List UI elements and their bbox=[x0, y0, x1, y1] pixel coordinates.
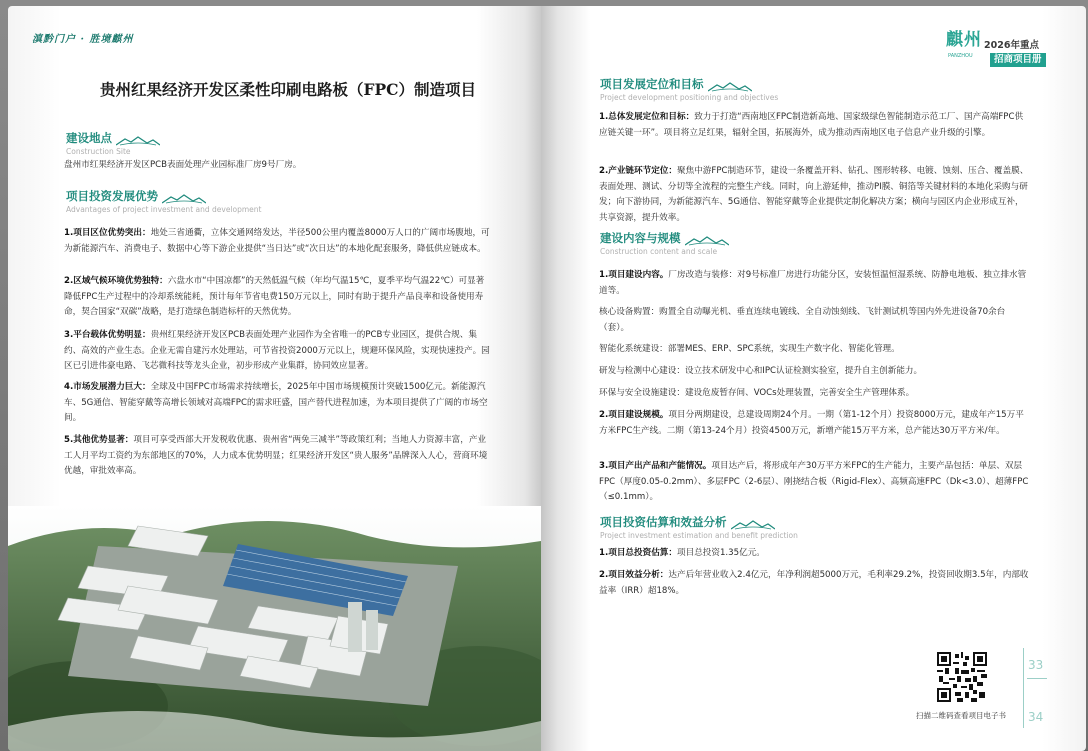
advantage-item-1 bbox=[64, 226, 490, 257]
item-label: 5.其他优势显著： bbox=[64, 435, 134, 445]
page-number-divider bbox=[1027, 678, 1047, 679]
item-text: 核心设备购置：购置全自动曝光机、垂直连续电镀线、全自动蚀刻线、飞针测试机等国内外先进设备70余台（套）。 bbox=[599, 307, 1006, 333]
section-positioning-heading bbox=[600, 76, 778, 102]
advantage-item-2 bbox=[64, 274, 490, 321]
item-text: 项目达产后，将形成年产30万平方米FPC的生产能力，主要产品包括：单层、双层FPC（厚度0.05-0.2mm）、多层FPC（2-6层）、刚挠结合板（Rigid-Flex）、高频高速FPC（Dk<3.0）、超薄FPC（≤0.1mm）。 bbox=[599, 461, 1029, 502]
section-heading-text: 项目发展定位和目标 bbox=[600, 77, 704, 91]
section-heading-text: 建设地点 bbox=[66, 131, 112, 145]
section-subheading: Project development positioning and objectives bbox=[600, 93, 779, 102]
logo-year: 2026年重点 bbox=[984, 40, 1039, 51]
mountain-icon bbox=[685, 236, 729, 246]
industrial-park-photo bbox=[8, 506, 541, 751]
left-page bbox=[8, 6, 541, 751]
item-text: 贵州红果经济开发区PCB表面处理产业园作为全省唯一的PCB专业园区，提供合规、集约、高效的产业生态。企业无需自建污水处理站，可节省投资2000万元以上，规避环保风险，实现快速投产。园区已引进伟豪电路、飞芯微科技等龙头企业，初步形成产业集群，协同效应显著。 bbox=[64, 330, 490, 371]
item-text: 达产后年营业收入2.4亿元，年净利润超5000万元，毛利率29.2%，投资回收期3.5年，内部收益率（IRR）超18%。 bbox=[599, 570, 1029, 596]
item-text: 环保与安全设施建设：建设危废暂存间、VOCs处理装置，完善安全生产管理体系。 bbox=[599, 388, 915, 398]
page-number-rule bbox=[1023, 648, 1024, 728]
mountain-icon bbox=[162, 194, 206, 204]
item-label: 1.项目总投资估算： bbox=[599, 548, 677, 558]
page-title: 贵州红果经济开发区柔性印刷电路板（FPC）制造项目 bbox=[100, 80, 476, 99]
item-label: 4.市场发展潜力巨大： bbox=[64, 382, 151, 392]
item-text: 六盘水市“中国凉都”的天然低温气候（年均气温15℃，夏季平均气温22℃）可显著降低FPC生产过程中的冷却系统能耗，预计每年节省电费150万元以上，同时有助于提升产品良率和设备使用寿命，契合国家“双碳”战略，是打造绿色制造标杆的天然优势。 bbox=[64, 276, 485, 317]
item-label: 2.产业链环节定位： bbox=[599, 166, 677, 176]
mountain-icon bbox=[708, 82, 752, 92]
content-item-3 bbox=[599, 342, 1029, 358]
item-label: 3.平台载体优势明显： bbox=[64, 330, 151, 340]
section-heading-text: 项目投资发展优势 bbox=[66, 189, 158, 203]
section-subheading: Project investment estimation and benefit prediction bbox=[600, 531, 798, 540]
item-label: 3.项目产出产品和产能情况。 bbox=[599, 461, 712, 471]
item-label: 2.项目效益分析： bbox=[599, 570, 669, 580]
content-item-6 bbox=[599, 408, 1029, 439]
item-text: 项目分两期建设，总建设周期24个月。一期（第1-12个月）投资8000万元，建成年产15万平方米FPC生产线。二期（第13-24个月）投资4500万元，新增产能15万平方米，总产能达30万平方米/年。 bbox=[599, 410, 1024, 436]
section-content-heading bbox=[600, 230, 729, 256]
positioning-item-1 bbox=[599, 110, 1029, 141]
section-subheading: Construction Site bbox=[66, 147, 131, 156]
item-text: 致力于打造“西南地区FPC制造新高地、国家级绿色智能制造示范工厂、国产高端FPC供应链关键一环”。项目将立足红果，辐射全国，拓展海外，成为推动西南地区电子信息产业升级的引擎。 bbox=[599, 112, 1024, 138]
logo-small-text: PANZHOU bbox=[948, 53, 973, 59]
section-heading-text: 项目投资估算和效益分析 bbox=[600, 515, 727, 529]
positioning-item-2 bbox=[599, 164, 1029, 226]
advantage-item-4 bbox=[64, 380, 490, 427]
logo-book-title: 招商项目册 bbox=[990, 53, 1046, 67]
section-location-heading bbox=[66, 130, 160, 156]
item-label: 2.项目建设规模。 bbox=[599, 410, 669, 420]
location-text: 盘州市红果经济开发区PCB表面处理产业园标准厂房9号厂房。 bbox=[64, 160, 302, 170]
section-subheading: Construction content and scale bbox=[600, 247, 718, 256]
item-text: 全球及中国FPC市场需求持续增长，2025年中国市场规模预计突破1500亿元。新能源汽车、5G通信、智能穿戴等高增长领域对高端FPC的需求旺盛，国产替代进程加速，为本项目提供了广阔的市场空间。 bbox=[64, 382, 488, 423]
content-item-2 bbox=[599, 305, 1029, 336]
page-number-left: 33 bbox=[1028, 658, 1044, 672]
item-label: 1.项目建设内容。 bbox=[599, 270, 669, 280]
item-label: 2.区域气候环境优势独特： bbox=[64, 276, 168, 286]
right-page bbox=[541, 6, 1086, 751]
section-heading-text: 建设内容与规模 bbox=[600, 231, 681, 245]
qr-caption: 扫描二维码查看项目电子书 bbox=[916, 711, 1006, 720]
item-text: 地处三省通衢，立体交通网络发达，半径500公里内覆盖8000万人口的广阔市场腹地，可为新能源汽车、消费电子、数据中心等下游企业提供“当日达”或“次日达”的本地化配套服务，降低供应链成本。 bbox=[64, 228, 490, 254]
item-text: 项目总投资1.35亿元。 bbox=[677, 548, 765, 558]
content-item-5 bbox=[599, 386, 1029, 402]
investment-item-2 bbox=[599, 568, 1029, 599]
item-label: 1.总体发展定位和目标： bbox=[599, 112, 695, 122]
mountain-icon bbox=[116, 136, 160, 146]
item-text: 研发与检测中心建设：设立技术研发中心和IPC认证检测实验室，提升自主创新能力。 bbox=[599, 366, 923, 376]
qr-code-icon[interactable] bbox=[937, 652, 987, 702]
content-item-1 bbox=[599, 268, 1029, 299]
logo-mark: 麒州 bbox=[946, 30, 982, 50]
mountain-icon bbox=[731, 520, 775, 530]
section-subheading: Advantages of project investment and development bbox=[66, 205, 262, 214]
header-slogan: 滇黔门户 · 胜境麒州 bbox=[32, 34, 134, 45]
content-item-4 bbox=[599, 364, 1029, 380]
section-investment-heading bbox=[600, 514, 798, 540]
page-number-right: 34 bbox=[1028, 710, 1044, 724]
item-text: 厂房改造与装修：对9号标准厂房进行功能分区，安装恒温恒湿系统、防静电地板、独立排水管道等。 bbox=[599, 270, 1027, 296]
item-text: 项目可享受西部大开发税收优惠、贵州省“两免三减半”等政策红利；当地人力资源丰富，产业工人月平均工资约为东部地区的70%，人力成本优势明显；红果经济开发区“贵人服务”品牌深入人心，营商环境优越，审批效率高。 bbox=[64, 435, 488, 476]
section-advantages-heading bbox=[66, 188, 261, 214]
brand-logo bbox=[946, 23, 1066, 73]
item-label: 1.项目区位优势突出： bbox=[64, 228, 151, 238]
advantage-item-5 bbox=[64, 433, 490, 480]
item-text: 智能化系统建设：部署MES、ERP、SPC系统，实现生产数字化、智能化管理。 bbox=[599, 344, 900, 354]
advantage-item-3 bbox=[64, 328, 490, 375]
content-item-7 bbox=[599, 459, 1029, 506]
investment-item-1 bbox=[599, 546, 1029, 562]
item-text: 聚焦中游FPC制造环节，建设一条覆盖开料、钻孔、图形转移、电镀、蚀刻、压合、覆盖膜、表面处理、测试、分切等全流程的完整生产线。同时，向上游延伸，推动PI膜、铜箔等关键材料的本地化采购与研发；向下游协同，为新能源汽车、5G通信、智能穿戴等企业提供定制化解决方案；横向与园区内企业形成互补，共享资源，提升效率。 bbox=[599, 166, 1029, 223]
